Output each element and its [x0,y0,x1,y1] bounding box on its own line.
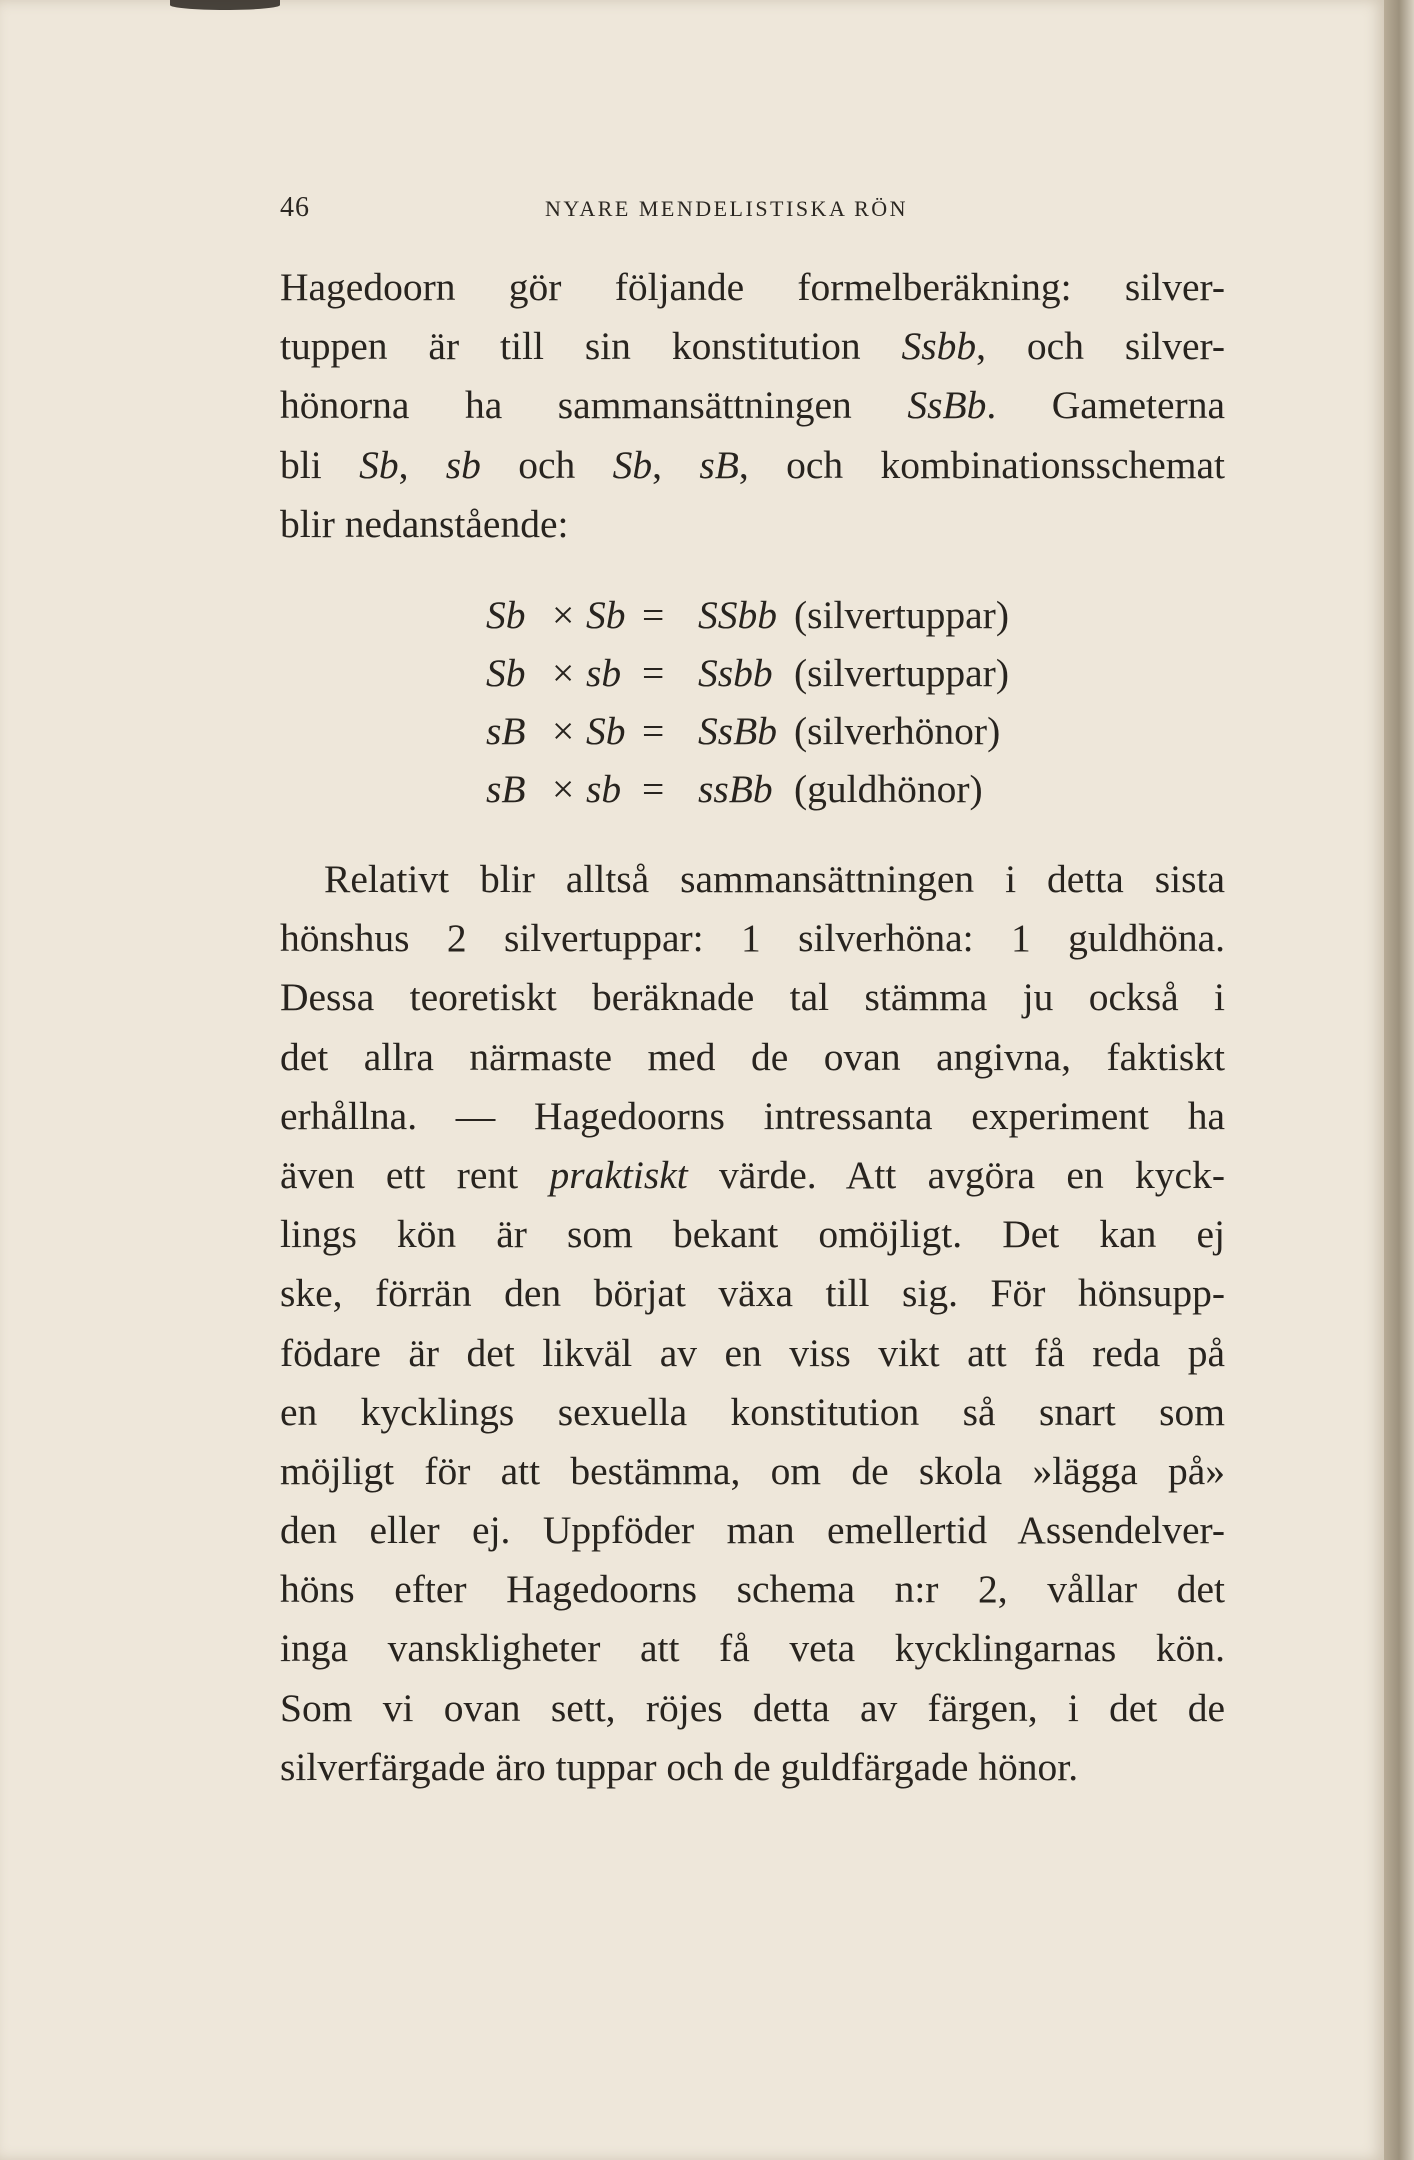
formula-note: (silvertuppar) [794,593,1009,637]
formula-row [486,592,1046,650]
paragraph-formula-intro [280,258,1225,554]
formula-row [486,708,1046,766]
text-line: det allra närmaste med de ovan angivna, faktiskt [280,1034,1225,1079]
formula-note: (silverhönor) [794,709,1001,753]
formula-result: SSbb [698,593,777,637]
formula-gamete-a: sB [486,709,526,753]
text-line: erhållna. — Hagedoorns intressanta experiment ha [280,1093,1225,1138]
text-line: födare är det likväl av en viss vikt att få reda på [280,1330,1225,1375]
text-line: hönshus 2 silvertuppar: 1 silverhöna: 1 guldhöna. [280,916,1225,961]
formula-gamete-a: Sb [486,651,526,695]
formula-equals: = [642,709,665,753]
text-line: Dessa teoretiskt beräknade tal stämma ju också i [280,975,1225,1020]
text-line: lings kön är som bekant omöjligt. Det kan ej [280,1212,1225,1257]
text-line: ske, förrän den börjat växa till sig. För hönsupp- [280,1271,1225,1316]
running-title: NYARE MENDELISTISKA RÖN [545,196,909,221]
formula-gamete-b: Sb [586,709,626,753]
formula-equals: = [642,767,665,811]
formula-note: (silvertuppar) [794,651,1009,695]
text-line: tuppen är till sin konstitution Ssbb, och silver- [280,324,1225,369]
paragraph-conclusion [280,850,1225,1797]
formula-gamete-b: Sb [586,593,626,637]
text-line: höns efter Hagedoorns schema n:r 2, vållar det [280,1567,1225,1612]
page-number: 46 [280,192,310,223]
formula-result: SsBb [698,709,777,753]
formula-note: (guldhönor) [794,767,983,811]
formula-times: × [552,767,575,811]
text-line: Relativt blir alltså sammansättningen i detta sista [324,857,1225,901]
text-line: möjligt för att bestämma, om de skola »lägga på» [280,1448,1225,1493]
text-line: hönorna ha sammansättningen SsBb. Gameterna [280,383,1225,428]
combination-scheme [486,592,1046,824]
text-line: även ett rent praktiskt värde. Att avgöra en kyck- [280,1152,1225,1197]
formula-gamete-a: sB [486,767,526,811]
text-line: Som vi ovan sett, röjes detta av färgen, i det de [280,1685,1225,1730]
formula-gamete-b: sb [586,767,622,811]
formula-equals: = [642,593,665,637]
formula-times: × [552,709,575,753]
formula-row [486,650,1046,708]
running-head [280,192,1238,232]
formula-result: ssBb [698,767,773,811]
text-line: den eller ej. Uppföder man emellertid Assendelver- [280,1508,1225,1553]
formula-row [486,766,1046,824]
formula-times: × [552,651,575,695]
formula-times: × [552,593,575,637]
formula-result: Ssbb [698,651,773,695]
text-line: inga vanskligheter att få veta kycklingarnas kön. [280,1626,1225,1671]
text-line: silverfärgade äro tuppar och de guldfärgade hönor. [280,1744,1079,1789]
formula-gamete-b: sb [586,651,622,695]
corner-ink-mark [170,0,280,10]
formula-equals: = [642,651,665,695]
text-line: Hagedoorn gör följande formelberäkning: silver- [280,265,1225,309]
text-line: en kycklings sexuella konstitution så snart som [280,1389,1225,1434]
formula-gamete-a: Sb [486,593,526,637]
page-edge [1384,0,1414,2160]
text-line: bli Sb, sb och Sb, sB, och kombinationsschemat [280,442,1225,487]
text-line: blir nedanstående: [280,501,569,546]
